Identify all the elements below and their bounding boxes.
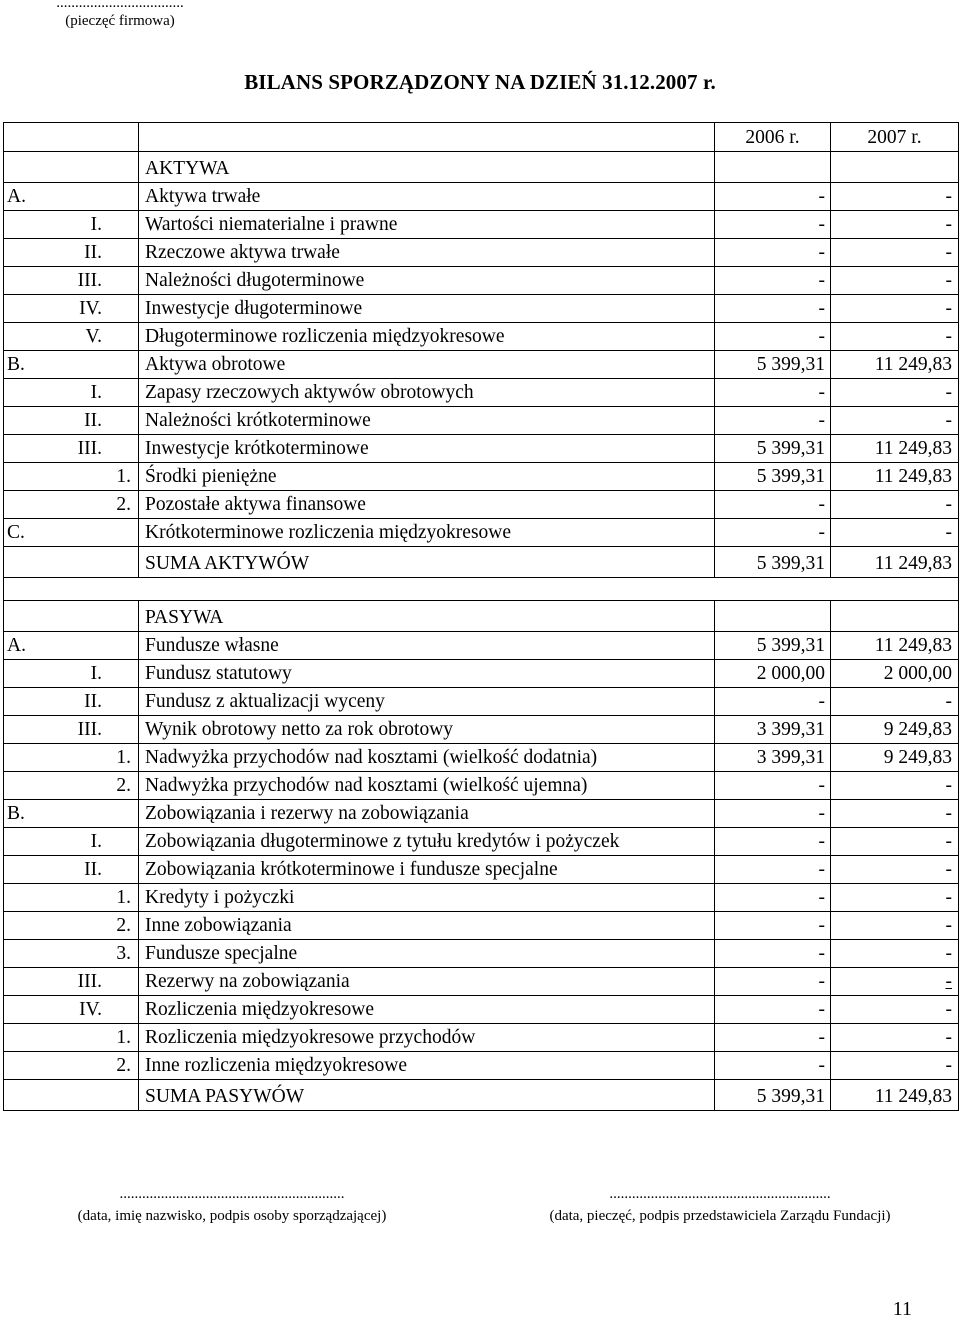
row-code: I. [4,379,139,407]
row-value-2007: - [831,912,959,940]
company-stamp-area [55,0,185,30]
row-value-2007: - [831,828,959,856]
table-row [4,519,959,547]
row-value-2007: - [831,491,959,519]
pasywa-total-2006: 5 399,31 [715,1080,831,1111]
row-label: Inwestycje długoterminowe [139,295,715,323]
row-label: Inne zobowiązania [139,912,715,940]
column-header-2007: 2007 r. [831,123,959,152]
row-label: Zobowiązania i rezerwy na zobowiązania [139,800,715,828]
row-label: Wartości niematerialne i prawne [139,211,715,239]
row-code: 1. [4,744,139,772]
row-code: I. [4,828,139,856]
row-value-2007: - [831,688,959,716]
row-value-2006: - [715,183,831,211]
aktywa-total-row [4,547,959,578]
table-row [4,744,959,772]
row-value-2006: - [715,912,831,940]
row-label: Pozostałe aktywa finansowe [139,491,715,519]
table-row [4,379,959,407]
row-label: Nadwyżka przychodów nad kosztami (wielkość dodatnia) [139,744,715,772]
table-row [4,996,959,1024]
row-code: 1. [4,884,139,912]
row-value-2006: - [715,996,831,1024]
signature-preparer-line: ............................................................ [119,1186,345,1202]
row-code: 2. [4,1052,139,1080]
row-value-2007: - [831,856,959,884]
row-value-2006: - [715,407,831,435]
balance-sheet-body [4,123,959,1111]
row-value-2007: - [831,996,959,1024]
row-value-2006: - [715,940,831,968]
row-value-2006: - [715,968,831,996]
row-code: 2. [4,491,139,519]
row-code: 1. [4,463,139,491]
row-code: II. [4,239,139,267]
row-value-2006: - [715,1024,831,1052]
row-label: Wynik obrotowy netto za rok obrotowy [139,716,715,744]
row-value-2007: - [831,800,959,828]
row-code: C. [4,519,139,547]
aktywa-total-2007: 11 249,83 [831,547,959,578]
pasywa-total-code-cell [4,1080,139,1111]
balance-sheet-table [3,122,959,1111]
row-code: I. [4,211,139,239]
row-value-2006: 2 000,00 [715,660,831,688]
row-label: Inwestycje krótkoterminowe [139,435,715,463]
row-code: III. [4,435,139,463]
row-value-2007: - [831,519,959,547]
row-label: Zobowiązania krótkoterminowe i fundusze specjalne [139,856,715,884]
row-value-2007: - [831,1052,959,1080]
row-code: 2. [4,772,139,800]
row-value-2006: - [715,323,831,351]
row-value-2006: 5 399,31 [715,351,831,379]
row-value-2006: - [715,856,831,884]
row-label: Krótkoterminowe rozliczenia międzyokresowe [139,519,715,547]
row-label: Rozliczenia międzyokresowe przychodów [139,1024,715,1052]
table-row [4,716,959,744]
document-title: BILANS SPORZĄDZONY NA DZIEŃ 31.12.2007 r. [244,70,716,94]
row-label: Długoterminowe rozliczenia międzyokresowe [139,323,715,351]
row-value-2006: - [715,884,831,912]
pasywa-total-row [4,1080,959,1111]
aktywa-total-label: SUMA AKTYWÓW [139,547,715,578]
row-value-2007: 11 249,83 [831,435,959,463]
table-row [4,351,959,379]
row-code: IV. [4,996,139,1024]
row-value-2007: - [831,379,959,407]
row-label: Środki pieniężne [139,463,715,491]
table-row [4,239,959,267]
row-value-2007: - [831,295,959,323]
row-label: Zobowiązania długoterminowe z tytułu kredytów i pożyczek [139,828,715,856]
row-value-2007: 11 249,83 [831,351,959,379]
signature-preparer-caption: (data, imię nazwisko, podpis osoby sporządzającej) [77,1208,387,1224]
row-value-2006: - [715,688,831,716]
row-value-2007: 9 249,83 [831,744,959,772]
row-code: II. [4,407,139,435]
row-label: Zapasy rzeczowych aktywów obrotowych [139,379,715,407]
table-row [4,295,959,323]
row-label: Należności krótkoterminowe [139,407,715,435]
row-label: Należności długoterminowe [139,267,715,295]
row-value-2006: - [715,267,831,295]
table-row [4,884,959,912]
signature-board-caption: (data, pieczęć, podpis przedstawiciela Zarządu Fundacji) [549,1208,891,1224]
pasywa-heading-v1 [715,601,831,632]
row-value-2006: - [715,1052,831,1080]
row-label: Fundusze specjalne [139,940,715,968]
pasywa-heading-v2 [831,601,959,632]
row-value-2007: - [831,884,959,912]
row-code: 3. [4,940,139,968]
row-value-2006: 3 399,31 [715,744,831,772]
row-label: Kredyty i pożyczki [139,884,715,912]
table-row [4,323,959,351]
row-value-2006: - [715,519,831,547]
row-label: Fundusz z aktualizacji wyceny [139,688,715,716]
row-code: III. [4,716,139,744]
row-code: III. [4,968,139,996]
row-code: B. [4,800,139,828]
row-value-2007: - [831,267,959,295]
stamp-dots: .................................. [56,0,184,11]
row-value-2006: - [715,828,831,856]
row-value-2006: - [715,772,831,800]
table-row [4,463,959,491]
row-value-2006: - [715,211,831,239]
row-value-2006: - [715,379,831,407]
row-code: 2. [4,912,139,940]
row-value-2007: - [831,239,959,267]
signature-preparer [42,1183,422,1227]
row-value-2006: - [715,239,831,267]
row-code: B. [4,351,139,379]
column-header-2006: 2006 r. [715,123,831,152]
table-row [4,1024,959,1052]
table-row [4,632,959,660]
row-value-2006: - [715,491,831,519]
blank-cell [4,578,959,601]
table-row [4,491,959,519]
row-value-2006: - [715,800,831,828]
row-value-2007: - [831,407,959,435]
aktywa-heading-v2 [831,152,959,183]
row-label: Nadwyżka przychodów nad kosztami (wielkość ujemna) [139,772,715,800]
row-code: II. [4,688,139,716]
page-number: 11 [892,1298,912,1320]
header-code-cell [4,123,139,152]
row-label: Rzeczowe aktywa trwałe [139,239,715,267]
row-label: Fundusz statutowy [139,660,715,688]
aktywa-heading-v1 [715,152,831,183]
row-value-2006: 5 399,31 [715,632,831,660]
aktywa-heading-row [4,152,959,183]
header-row [4,123,959,152]
row-value-2007: - [831,940,959,968]
table-row [4,828,959,856]
pasywa-total-2007: 11 249,83 [831,1080,959,1111]
table-row [4,912,959,940]
header-label-cell [139,123,715,152]
row-value-2007: - [831,211,959,239]
table-row [4,660,959,688]
row-value-2007: 11 249,83 [831,463,959,491]
row-code: V. [4,323,139,351]
row-code: III. [4,267,139,295]
row-code: II. [4,856,139,884]
row-value-2007: - [831,183,959,211]
aktywa-heading: AKTYWA [139,152,715,183]
row-label: Aktywa obrotowe [139,351,715,379]
table-row [4,183,959,211]
table-row [4,968,959,996]
table-row [4,688,959,716]
row-code: 1. [4,1024,139,1052]
row-code: IV. [4,295,139,323]
row-value-2007: 11 249,83 [831,632,959,660]
row-value-2007: 2 000,00 [831,660,959,688]
aktywa-total-2006: 5 399,31 [715,547,831,578]
pasywa-heading-row [4,601,959,632]
table-row [4,267,959,295]
pasywa-heading: PASYWA [139,601,715,632]
row-value-2006: 3 399,31 [715,716,831,744]
row-value-2006: 5 399,31 [715,435,831,463]
row-label: Aktywa trwałe [139,183,715,211]
table-row [4,211,959,239]
row-value-2007: 9 249,83 [831,716,959,744]
aktywa-total-code-cell [4,547,139,578]
row-value-2006: - [715,295,831,323]
stamp-label: (pieczęć firmowa) [65,13,175,29]
signature-board-line: ........................................................... [609,1186,831,1202]
row-value-2007: - [831,1024,959,1052]
table-row [4,800,959,828]
row-label: Rezerwy na zobowiązania [139,968,715,996]
row-value-2006: 5 399,31 [715,463,831,491]
pasywa-total-label: SUMA PASYWÓW [139,1080,715,1111]
row-value-2007: - [831,323,959,351]
table-row [4,435,959,463]
row-code: A. [4,632,139,660]
row-code: I. [4,660,139,688]
row-value-2007: - [831,968,959,996]
row-label: Rozliczenia międzyokresowe [139,996,715,1024]
aktywa-heading-code-cell [4,152,139,183]
signature-board [515,1183,925,1227]
table-row [4,772,959,800]
row-value-2007: - [831,772,959,800]
row-code: A. [4,183,139,211]
table-row [4,407,959,435]
table-row [4,856,959,884]
row-label: Fundusze własne [139,632,715,660]
blank-row [4,578,959,601]
table-row [4,1052,959,1080]
row-label: Inne rozliczenia międzyokresowe [139,1052,715,1080]
pasywa-heading-code-cell [4,601,139,632]
table-row [4,940,959,968]
